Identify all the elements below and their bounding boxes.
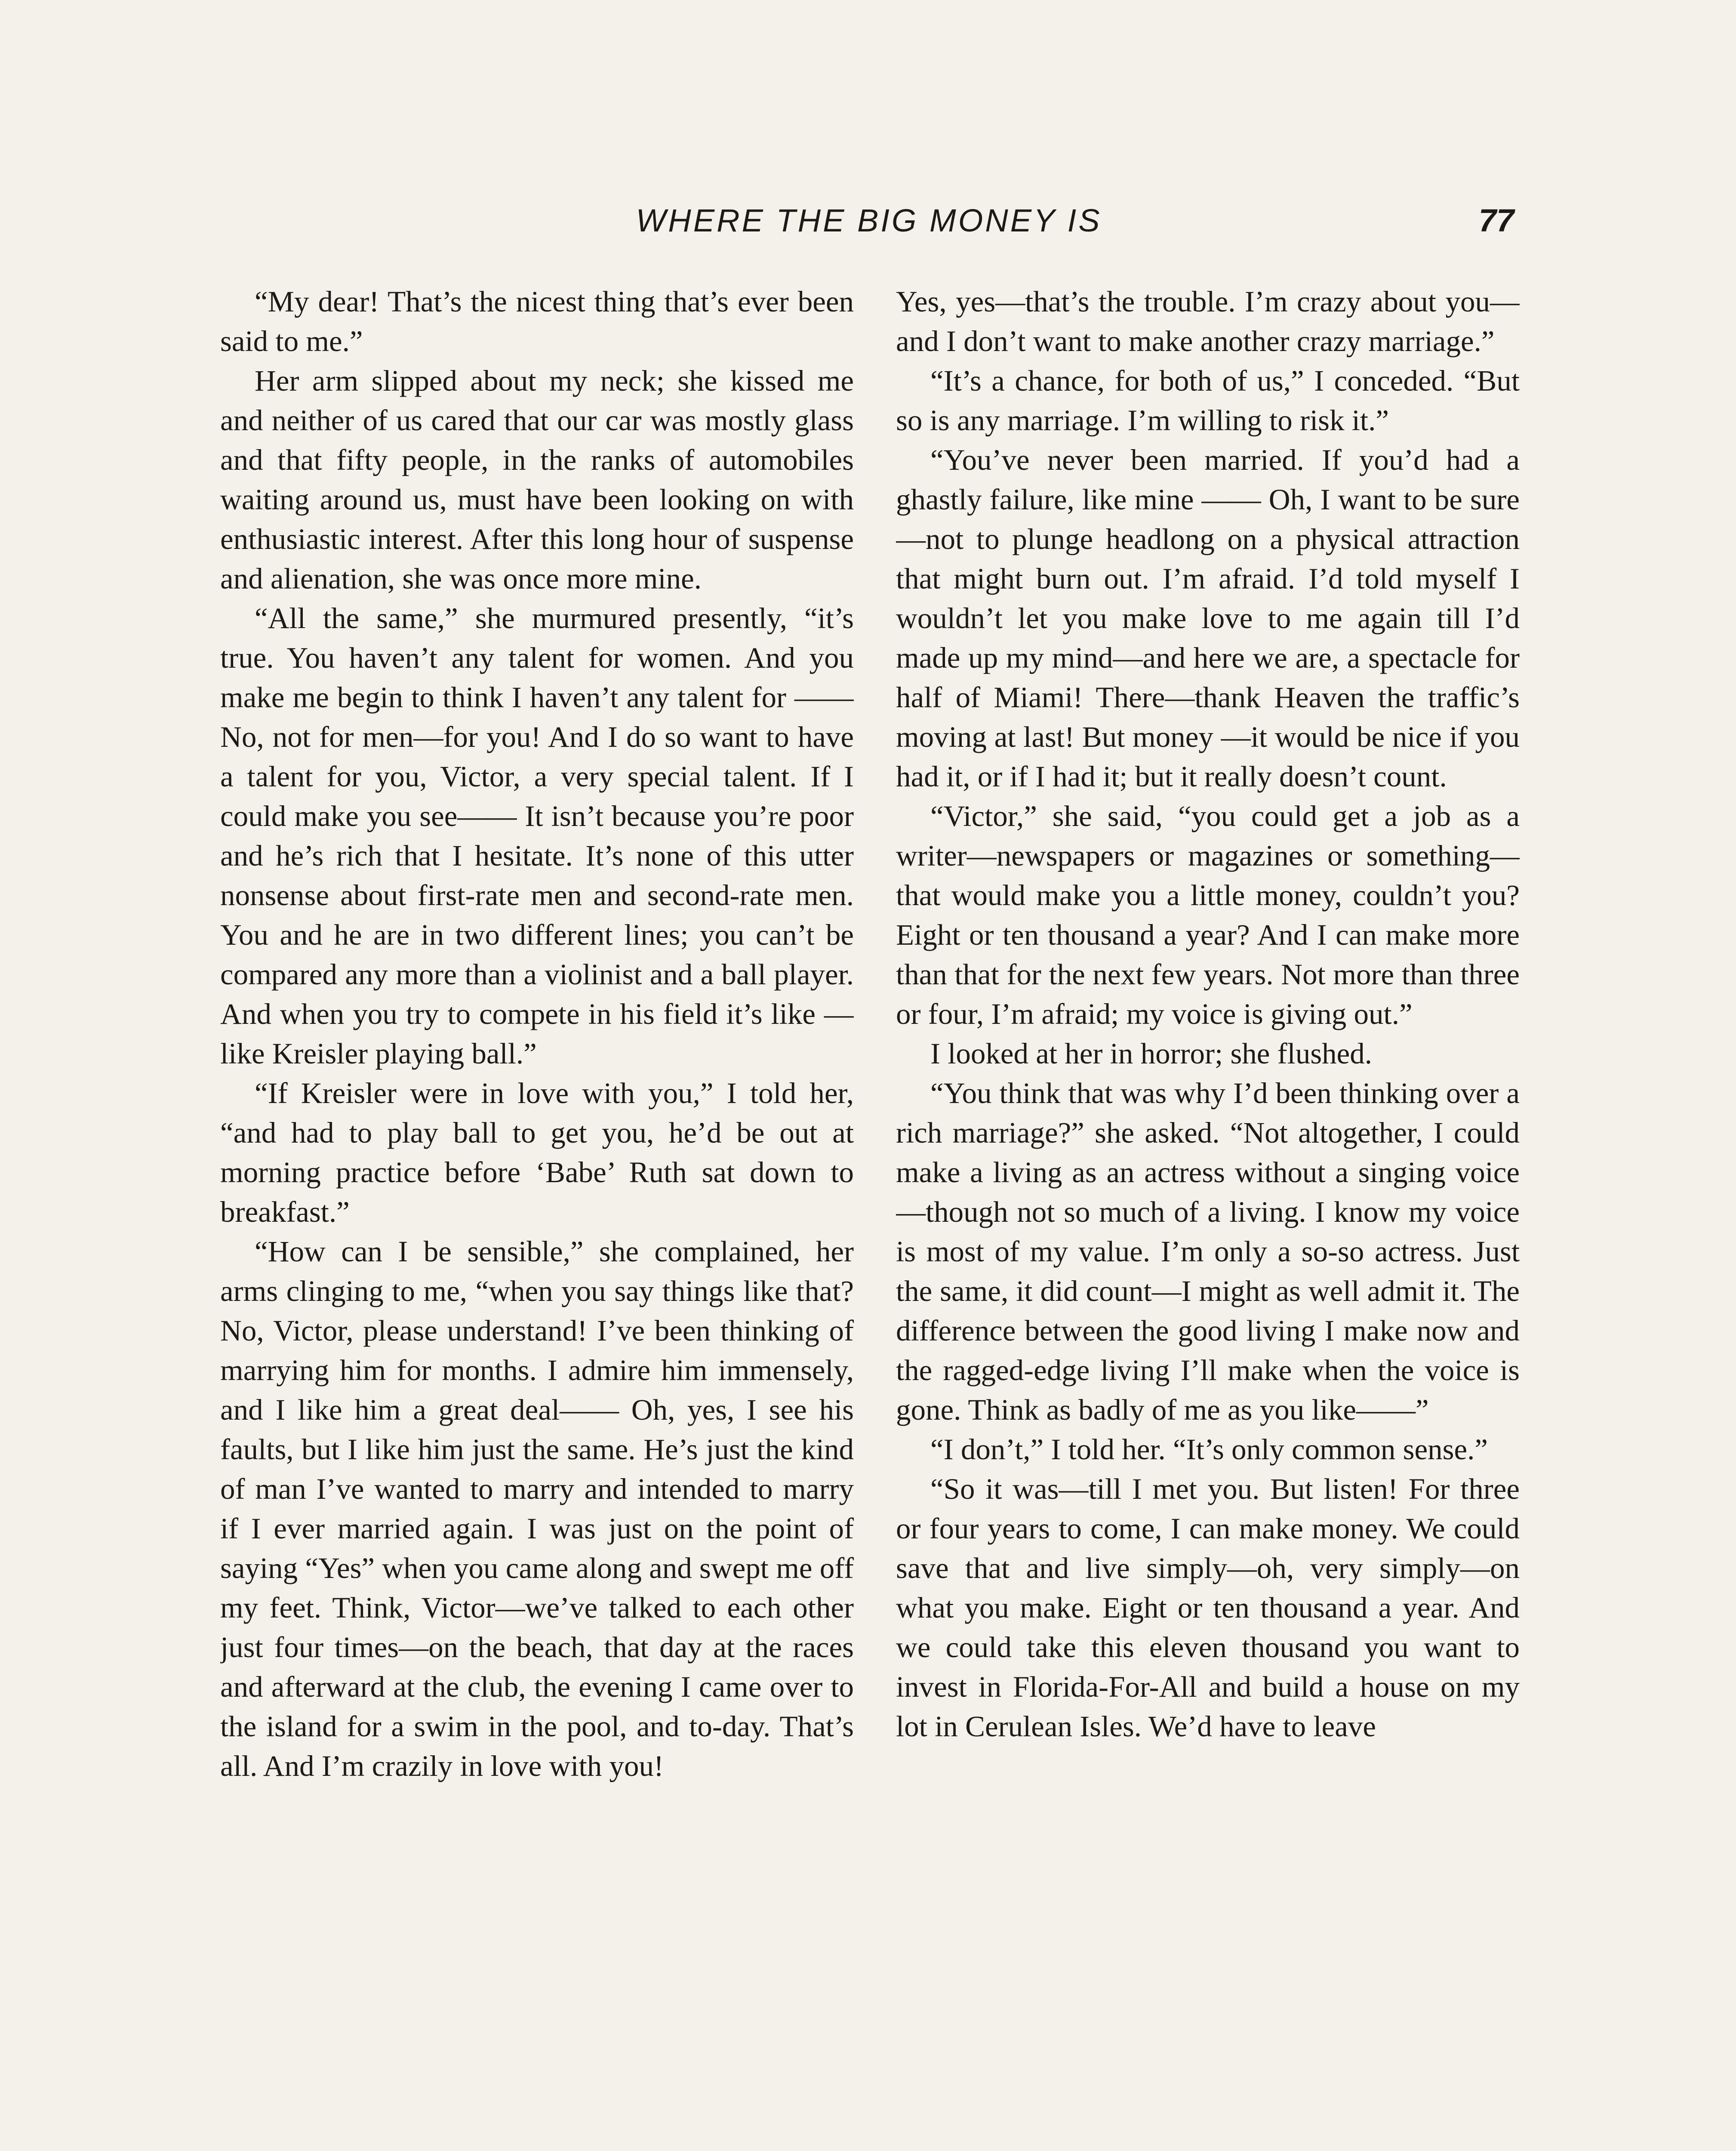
paragraph: “Victor,” she said, “you could get a job as a writer—newspapers or magazines or something—that would make you a little money, couldn’t you? Eight or ten thousand a year? And I can make more than that for the next few years. Not more than three or four, I’m afraid; my voice is giving out.”: [896, 800, 1520, 1030]
paragraph: “You’ve never been married. If you’d had a ghastly failure, like mine —— Oh, I want to be sure—not to plunge headlong on a physical attraction that might burn out. I’m afraid. I’d told myself I wouldn’t let you make love to me again till I’d made up my mind—and here we are, a spectacle for half of Miami! There—thank Heaven the traffic’s moving at last! But money —it would be nice if you had it, or if I had it; but it really doesn’t count.: [896, 444, 1520, 793]
paragraph: “I don’t,” I told her. “It’s only common sense.”: [930, 1433, 1488, 1466]
paragraph: “If Kreisler were in love with you,” I told her, “and had to play ball to get you, he’d be out at morning practice before ‘Babe’ Ruth sat down to breakfast.”: [220, 1077, 854, 1228]
paragraph: “So it was—till I met you. But listen! For three or four years to come, I can make money. We could save that and live simply—oh, very simply—on what you make. Eight or ten thousand a year. And we could take this eleven thousand you want to invest in Florida-For-All and build a house on my lot in Cerulean Isles. We’d have to leave: [896, 1473, 1520, 1743]
running-title: WHERE THE BIG MONEY IS: [636, 203, 1102, 238]
paragraph: “It’s a chance, for both of us,” I conceded. “But so is any marriage. I’m willing to risk it.”: [896, 364, 1520, 437]
paragraph-continuation: Yes, yes—that’s the trouble. I’m crazy about you—and I don’t want to make another crazy marriage.”: [896, 285, 1520, 357]
paragraph: “You think that was why I’d been thinking over a rich marriage?” she asked. “Not altogether, I could make a living as an actress without a singing voice—though not so much of a living. I know my voice is most of my value. I’m only a so-so actress. Just the same, it did count—I might as well admit it. The difference between the good living I make now and the ragged-edge living I’ll make when the voice is gone. Think as badly of me as you like——”: [896, 1077, 1520, 1426]
paragraph: “All the same,” she murmured presently, “it’s true. You haven’t any talent for women. And you make me begin to think I haven’t any talent for —— No, not for men—for you! And I do so want to have a talent for you, Victor, a very special talent. If I could make you see—— It isn’t because you’re poor and he’s rich that I hesitate. It’s none of this utter nonsense about first-rate men and second-rate men. You and he are in two different lines; you can’t be compared any more than a violinist and a ball player. And when you try to compete in his field it’s like —like Kreisler playing ball.”: [220, 602, 854, 1070]
page-number: 77: [1478, 203, 1514, 238]
paragraph: “How can I be sensible,” she complained, her arms clinging to me, “when you say things like that? No, Victor, please understand! I’ve been thinking of marrying him for months. I admire him immensely, and I like him a great deal—— Oh, yes, I see his faults, but I like him just the same. He’s just the kind of man I’ve wanted to marry and intended to marry if I ever married again. I was just on the point of saying “Yes” when you came along and swept me off my feet. Think, Victor—we’ve talked to each other just four times—on the beach, that day at the races and afterward at the club, the evening I came over to the island for a swim in the pool, and to-day. That’s all. And I’m crazily in love with you!: [220, 1235, 854, 1782]
paragraph: I looked at her in horror; she flushed.: [930, 1037, 1373, 1070]
right-column: [896, 282, 1520, 2151]
paragraph: Her arm slipped about my neck; she kissed me and neither of us cared that our car was mostly glass and that fifty people, in the ranks of automobiles waiting around us, must have been looking on with enthusiastic interest. After this long hour of suspense and alienation, she was once more mine.: [220, 364, 854, 595]
page-header: [224, 202, 1514, 254]
paragraph: “My dear! That’s the nicest thing that’s ever been said to me.”: [220, 285, 854, 357]
left-column: [220, 282, 854, 2151]
